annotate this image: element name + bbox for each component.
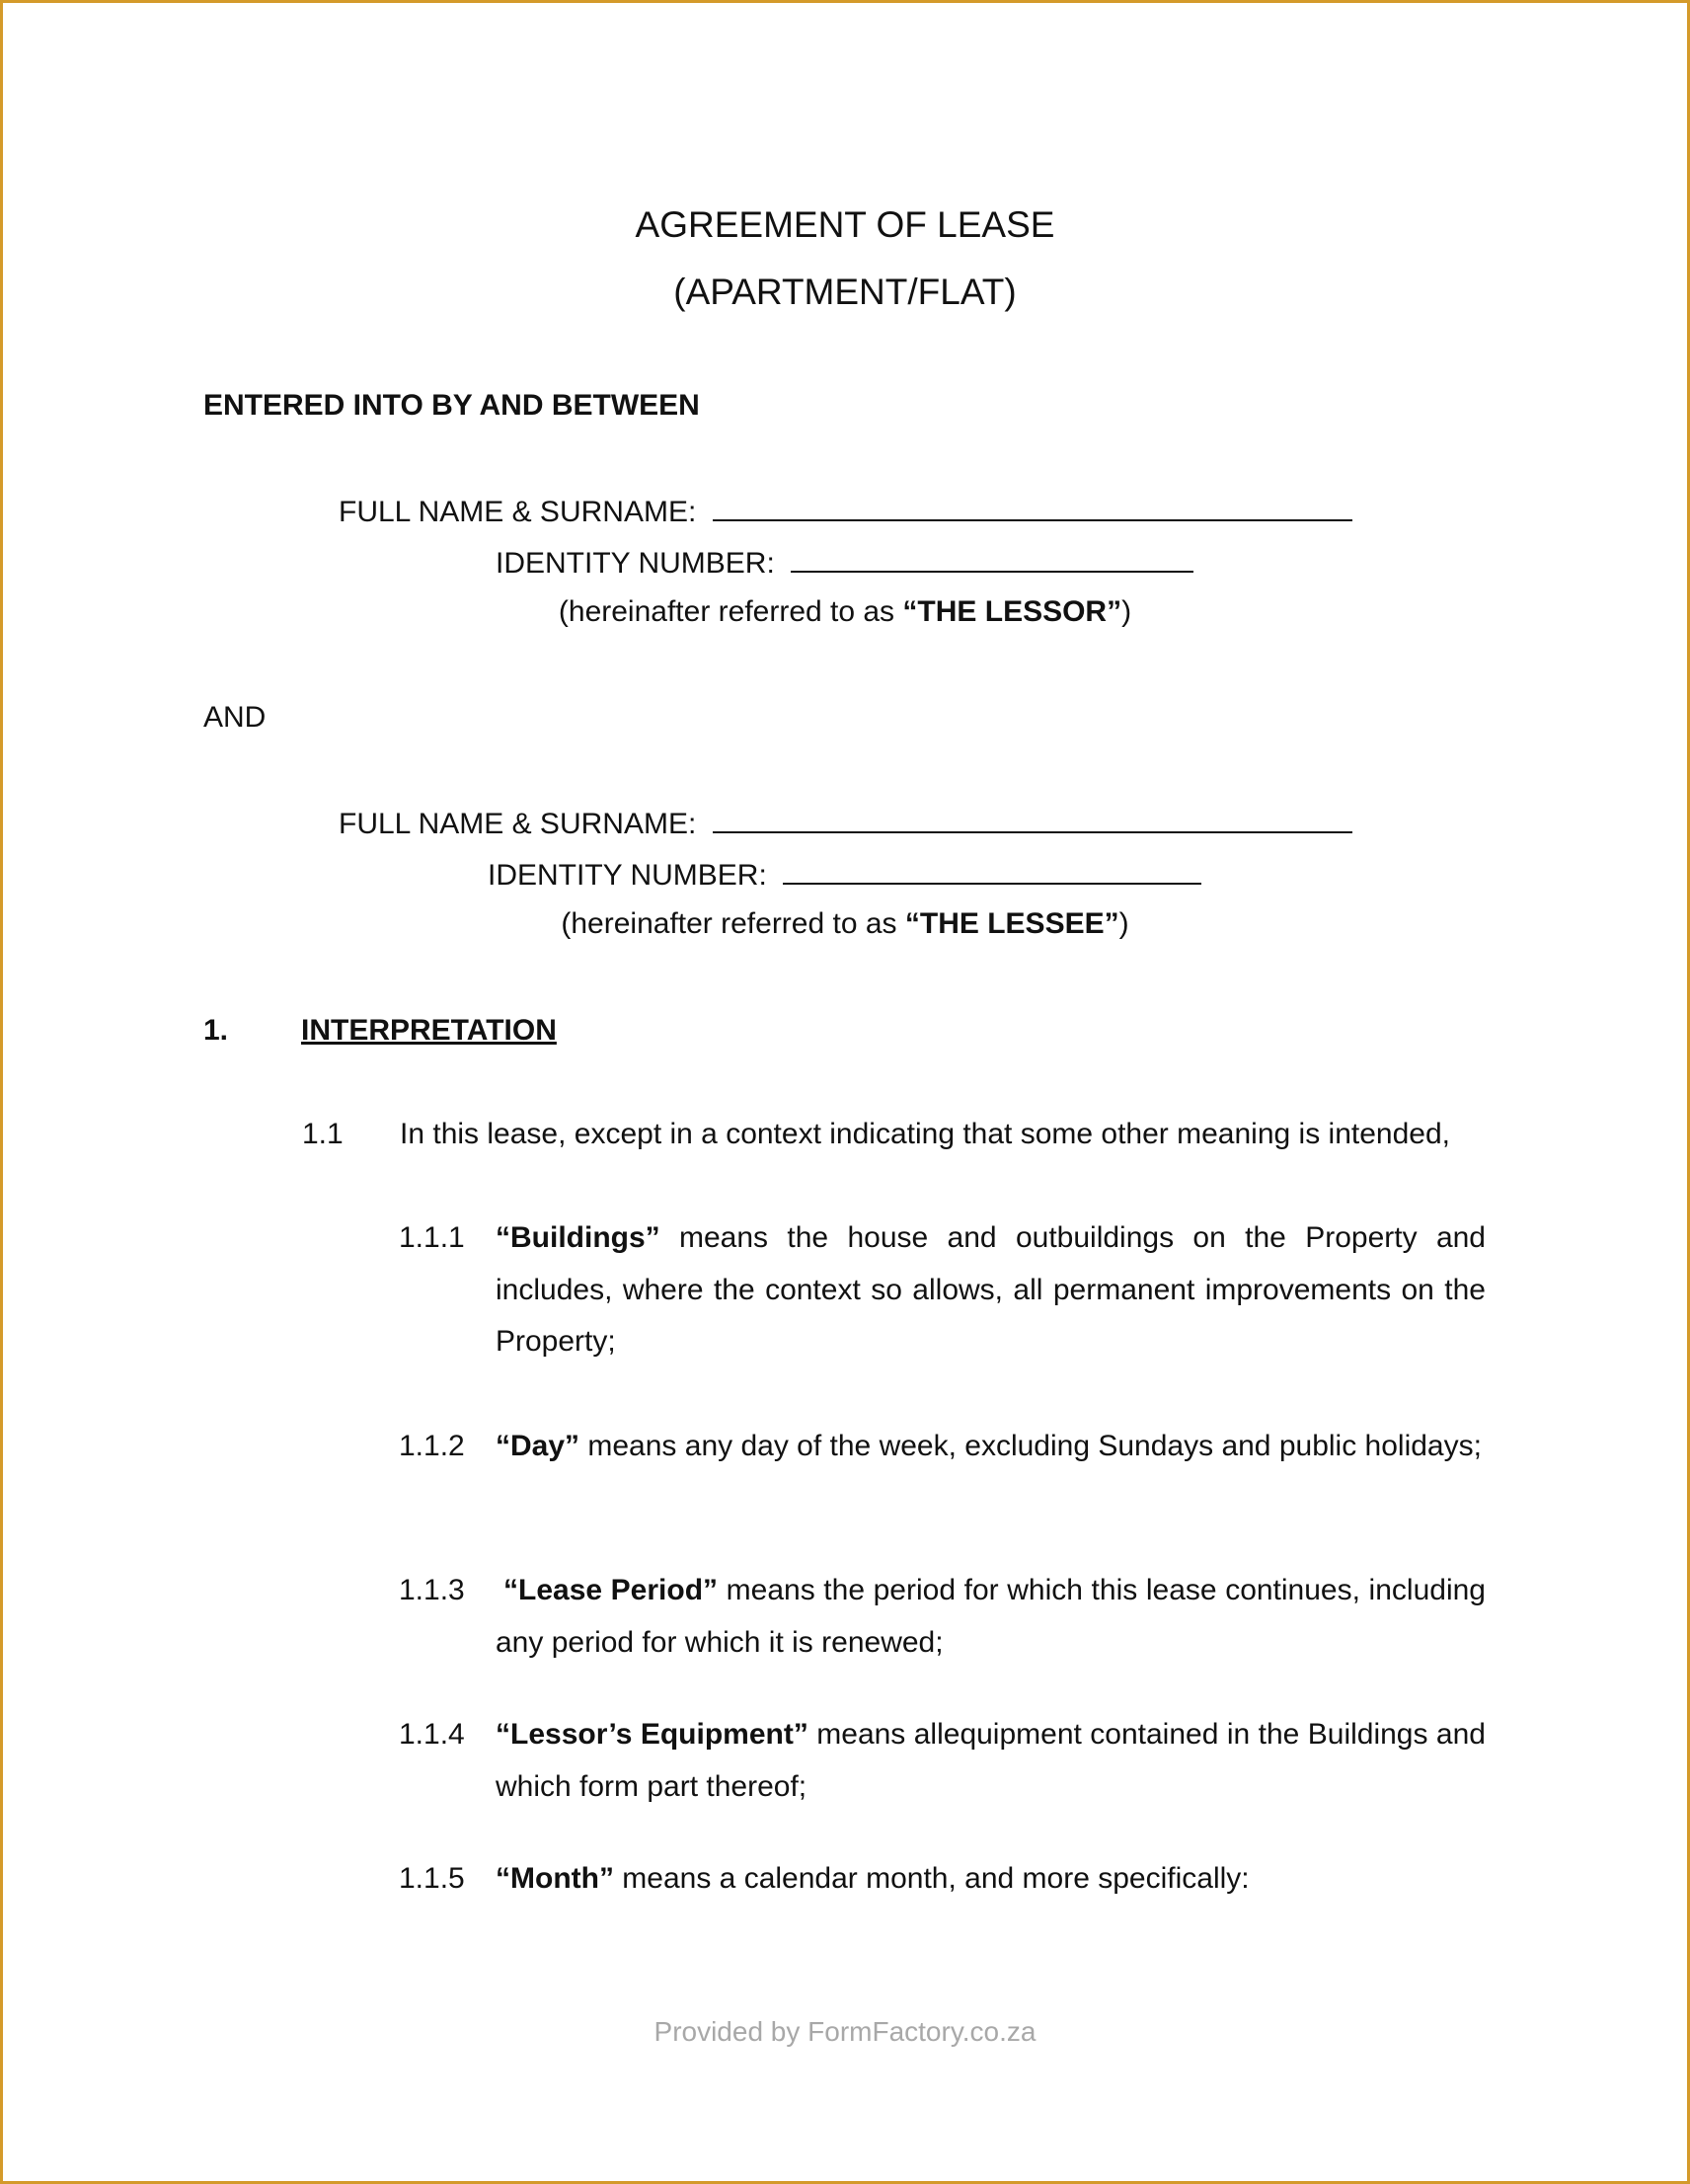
and-separator: AND [203, 701, 267, 734]
lessee-id-row [488, 855, 1201, 894]
definition-term: “Lease Period” [503, 1574, 719, 1606]
definition-text: means the house and outbuildings on the Property and includes, where the context so allows, all permanent improvements on the Property; [496, 1221, 1486, 1358]
lessor-id-row [496, 543, 1193, 582]
definition-number: 1.1.5 [399, 1862, 465, 1895]
lessor-id-label: IDENTITY NUMBER: [496, 547, 775, 580]
lessee-name-label: FULL NAME & SURNAME: [339, 808, 697, 840]
lessee-ref-suffix: ) [1118, 907, 1129, 940]
lessor-reference [0, 594, 1690, 630]
definition-item [496, 1565, 1486, 1669]
definition-item [496, 1853, 1486, 1906]
lessee-name-field[interactable] [713, 804, 1352, 833]
definition-text: means allequipment contained in the Buildings and which form part thereof; [496, 1718, 1486, 1803]
document-subtitle: (APARTMENT/FLAT) [673, 272, 1017, 312]
clause-text: In this lease, except in a context indicating that some other meaning is intended, [400, 1118, 1450, 1150]
lessee-name-row [339, 804, 1352, 842]
definition-term: “Buildings” [496, 1221, 660, 1254]
lessor-id-field[interactable] [791, 543, 1193, 573]
lessor-name-row [339, 492, 1352, 530]
definition-term: “Lessor’s Equipment” [496, 1718, 808, 1751]
definition-text: means a calendar month, and more specifically: [613, 1862, 1250, 1895]
lessor-ref-prefix: (hereinafter referred to as [558, 595, 903, 628]
lessee-reference [0, 906, 1690, 942]
lessee-id-label: IDENTITY NUMBER: [488, 859, 767, 892]
document-title: AGREEMENT OF LEASE [635, 204, 1055, 245]
definition-item [496, 1212, 1486, 1368]
clause-number: 1.1 [302, 1118, 344, 1150]
lessee-ref-term: “THE LESSEE” [904, 907, 1119, 940]
lessor-ref-suffix: ) [1121, 595, 1132, 628]
definition-term: “Day” [496, 1430, 580, 1462]
definition-number: 1.1.1 [399, 1221, 465, 1254]
definition-number: 1.1.2 [399, 1430, 465, 1462]
lessor-ref-term: “THE LESSOR” [902, 595, 1122, 628]
definition-term: “Month” [496, 1862, 614, 1895]
entered-into-heading: ENTERED INTO BY AND BETWEEN [203, 389, 700, 422]
definition-text: means any day of the week, excluding Sundays and public holidays; [579, 1430, 1482, 1462]
lessee-id-field[interactable] [783, 855, 1201, 885]
section-title: INTERPRETATION [301, 1014, 557, 1047]
lessee-ref-prefix: (hereinafter referred to as [561, 907, 905, 940]
footer-credit: Provided by FormFactory.co.za [653, 2016, 1037, 2047]
definition-number: 1.1.4 [399, 1718, 465, 1751]
lessor-name-field[interactable] [713, 492, 1352, 521]
lessor-name-label: FULL NAME & SURNAME: [339, 496, 697, 528]
definition-item [496, 1709, 1486, 1813]
definition-number: 1.1.3 [399, 1574, 465, 1606]
section-number: 1. [203, 1014, 229, 1047]
definition-item [496, 1421, 1486, 1473]
definition-text: means the period for which this lease continues, including any period for which it is renewed; [496, 1574, 1486, 1659]
